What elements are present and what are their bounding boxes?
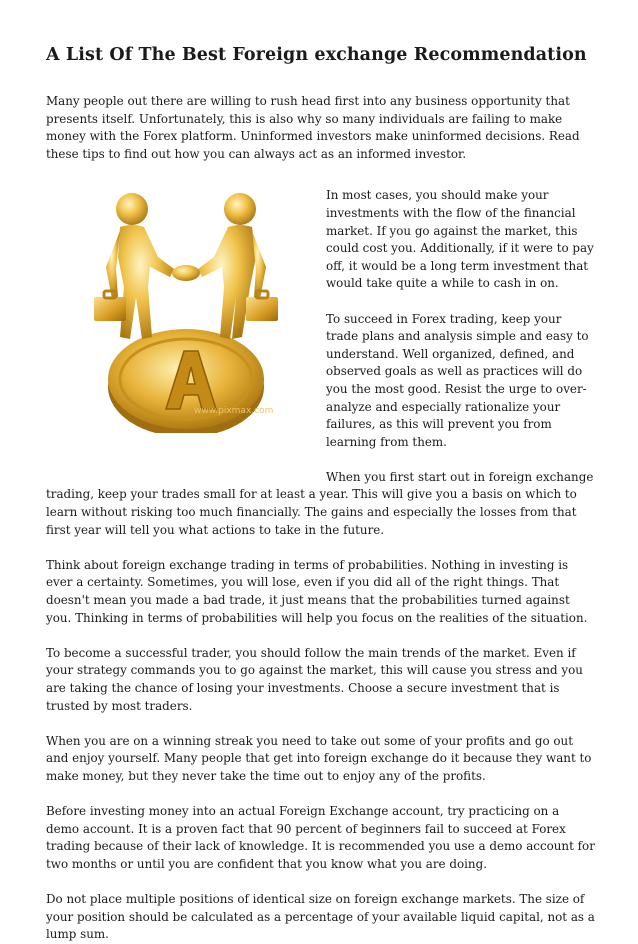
- beside-image-paragraph-1: In most cases, you should make your investments with the flow of the financial market. If you go against the market, this could cost you. Additionally, if it were to pay off, it would be a long term investment that would take quite a while to cash in on.: [326, 188, 594, 291]
- intro-paragraph: Many people out there are willing to rush head first into any business opportunity that presents itself. Unfortunately, this is also why so many individuals are failing to make money with the Forex platform. Uninformed investors make uninformed decisions. Read these tips to find out how you can always act as an informed investor.: [46, 94, 580, 161]
- body-paragraph-4: Before investing money into an actual Foreign Exchange account, try practicing on a demo account. It is a proven fact that 90 percent of beginners fail to succeed at Forex trading because of their lack of knowledge. It is recommended you use a demo account for two months or until you are confident that you know what you are doing.: [46, 804, 595, 871]
- body-paragraph-3: When you are on a winning streak you need to take out some of your profits and go out and enjoy yourself. Many people that get into foreign exchange do it because they want to make money, but they never take the time out to enjoy any of the profits.: [46, 733, 592, 783]
- right-briefcase-icon: [246, 297, 278, 321]
- body-paragraph-1: Think about foreign exchange trading in terms of probabilities. Nothing in investing is ever a certainty. Sometimes, you will lose, even if you did all of the right things. That doesn't mean you made a bad trade, it just means that the probabilities turned against you. Thinking in terms of probabilities will help you focus on the realities of the situation.: [46, 557, 588, 625]
- handshake-icon: [172, 265, 200, 281]
- document-page: [46, 44, 596, 944]
- body-paragraph-5: Do not place multiple positions of identical size on foreign exchange markets. The size of your position should be calculated as a percentage of your available liquid capital, not as a lump sum.: [46, 892, 595, 942]
- image-watermark: www.pixmax.com: [194, 406, 274, 417]
- figure-section: [46, 187, 596, 539]
- beside-image-paragraph-2: To succeed in Forex trading, keep your trade plans and analysis simple and easy to understand. Well organized, defined, and observed goals as well as practices will do you the most good. Resist the urge to over-analyze and especially rationalize your failures, as this will prevent you from learning from them.: [326, 311, 589, 449]
- wrap-paragraph: When you first start out in foreign exchange trading, keep your trades small for at least a year. This will give you a basis on which to learn without risking too much financially. The gains and especially the losses from that first year will tell you what actions to take in the future.: [46, 469, 594, 537]
- handshake-illustration: [46, 187, 326, 433]
- page-title: A List Of The Best Foreign exchange Recommendation: [46, 45, 587, 65]
- body-paragraph-2: To become a successful trader, you should follow the main trends of the market. Even if your strategy commands you to go against the market, this will cause you stress and you are taking the chance of losing your investments. Choose a secure investment that is trusted by most traders.: [46, 645, 583, 713]
- golden-figures-coin-image: [46, 187, 326, 433]
- left-briefcase-icon: [94, 297, 126, 321]
